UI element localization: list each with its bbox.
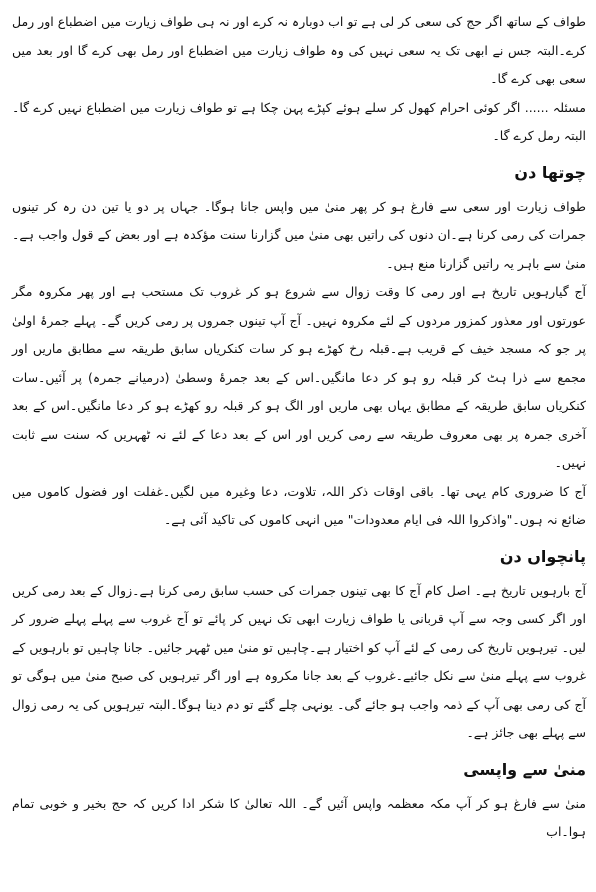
paragraph-return-makkah: منیٰ سے فارغ ہو کر آپ مکہ معظمہ واپس آئیں گے۔ اللہ تعالیٰ کا شکر ادا کریں کہ حج بخیر و خوبی تمام ہوا۔اب xyxy=(12,795,586,839)
paragraph-masala: مسئلہ ...... اگر کوئی احرام کھول کر سلے ہوئے کپڑے پہن چکا ہے تو طواف زیارت میں اضطباع نہیں کرے گا۔البتہ رمل کرے گا۔ xyxy=(12,99,586,143)
paragraph-eleventh-date: آج گیارہویں تاریخ ہے اور رمی کا وقت زوال سے شروع ہو کر غروب تک مستحب ہے اور پھر مکروہ مگر عورتوں اور معذور کمزور مردوں کے لئے مکروہ نہیں۔ آج آپ تینوں جمروں پر رمی کریں گے۔ پہلے جمرۂ اولیٰ پر جو کہ مسجد خیف کے قریب ہے۔قبلہ رخ کھڑے ہو کر سات کنکریاں سابق طریقہ سے مطابق ماریں اور مجمع سے ذرا ہٹ کر قبلہ رو ہو کر دعا مانگیں۔اس کے بعد جمرۂ وسطیٰ (درمیانے جمرہ) پر آئیں۔سات کنکریاں سابق طریقہ کے مطابق یہاں بھی ماریں اور الگ ہو کر قبلہ رو کھڑے ہو کر دعا مانگیں۔اس کے بعد آخری جمرہ پر بھی معروف طریقہ سے رمی کریں اور اس کے بعد دعا کے لئے نہ ٹھہریں کہ سنت سے ثابت نہیں۔ xyxy=(12,284,586,470)
paragraph-return-mina: طواف زیارت اور سعی سے فارغ ہو کر پھر منیٰ میں واپس جانا ہوگا۔ جہاں پر دو یا تین دن رہ کر تینوں جمرات کی رمی کرنا ہے۔ان دنوں کی راتیں بھی منیٰ میں گزارنا سنت مؤکدہ ہے اور بعض کے قول واجب ہے۔منیٰ سے باہر یہ راتیں گزارنا منع ہیں۔ xyxy=(12,198,586,271)
paragraph-essential-work: آج کا ضروری کام یہی تھا۔ باقی اوقات ذکر اللہ، تلاوت، دعا وغیرہ میں لگیں۔غفلت اور فضول کاموں میں ضائع نہ ہوں۔"واذکروا اللہ فی ایام معدودات" میں انہی کاموں کی تاکید آئی ہے۔ xyxy=(12,483,586,527)
paragraph-twelfth-date: آج بارہویں تاریخ ہے۔ اصل کام آج کا بھی تینوں جمرات کی حسب سابق رمی کرنا ہے۔زوال کے بعد رمی کریں اور اگر کسی وجہ سے آپ قربانی یا طواف زیارت ابھی تک نہیں کر پائے تو آج غروب سے پہلے پہلے ضرور کر لیں۔ تیرہویں تاریخ کی رمی کے لئے آپ کو اختیار ہے۔چاہیں تو منیٰ میں ٹھہر جائیں۔ جانا چاہیں تو بارہویں کے غروب سے پہلے منیٰ سے نکل جائیے۔غروب کے بعد جانا مکروہ ہے اور اگر تیرہویں کی صبح منیٰ میں ہوگی تو آج کی رمی بھی آپ کے ذمہ واجب ہو جائے گی۔ یونہی چلے گئے تو دم دینا ہوگا۔البتہ تیرہویں کی یہ رمی زوال سے پہلے بھی جائز ہے۔ xyxy=(12,582,586,740)
section-heading-fifth-day: پانچواں دن xyxy=(499,546,586,566)
paragraph-tawaf-sai: طواف کے ساتھ اگر حج کی سعی کر لی ہے تو اب دوبارہ نہ کرے اور نہ ہی طواف زیارت میں اضطباع اور رمل کرے۔البتہ جس نے ابھی تک یہ سعی نہیں کی وہ طواف زیارت میں اضطباع اور رمل بھی کرے گا اور بعد میں سعی بھی کرے گا۔ xyxy=(12,14,586,86)
section-heading-fourth-day: چوتھا دن xyxy=(514,162,586,182)
section-heading-return-from-mina: منیٰ سے واپسی xyxy=(463,759,586,779)
